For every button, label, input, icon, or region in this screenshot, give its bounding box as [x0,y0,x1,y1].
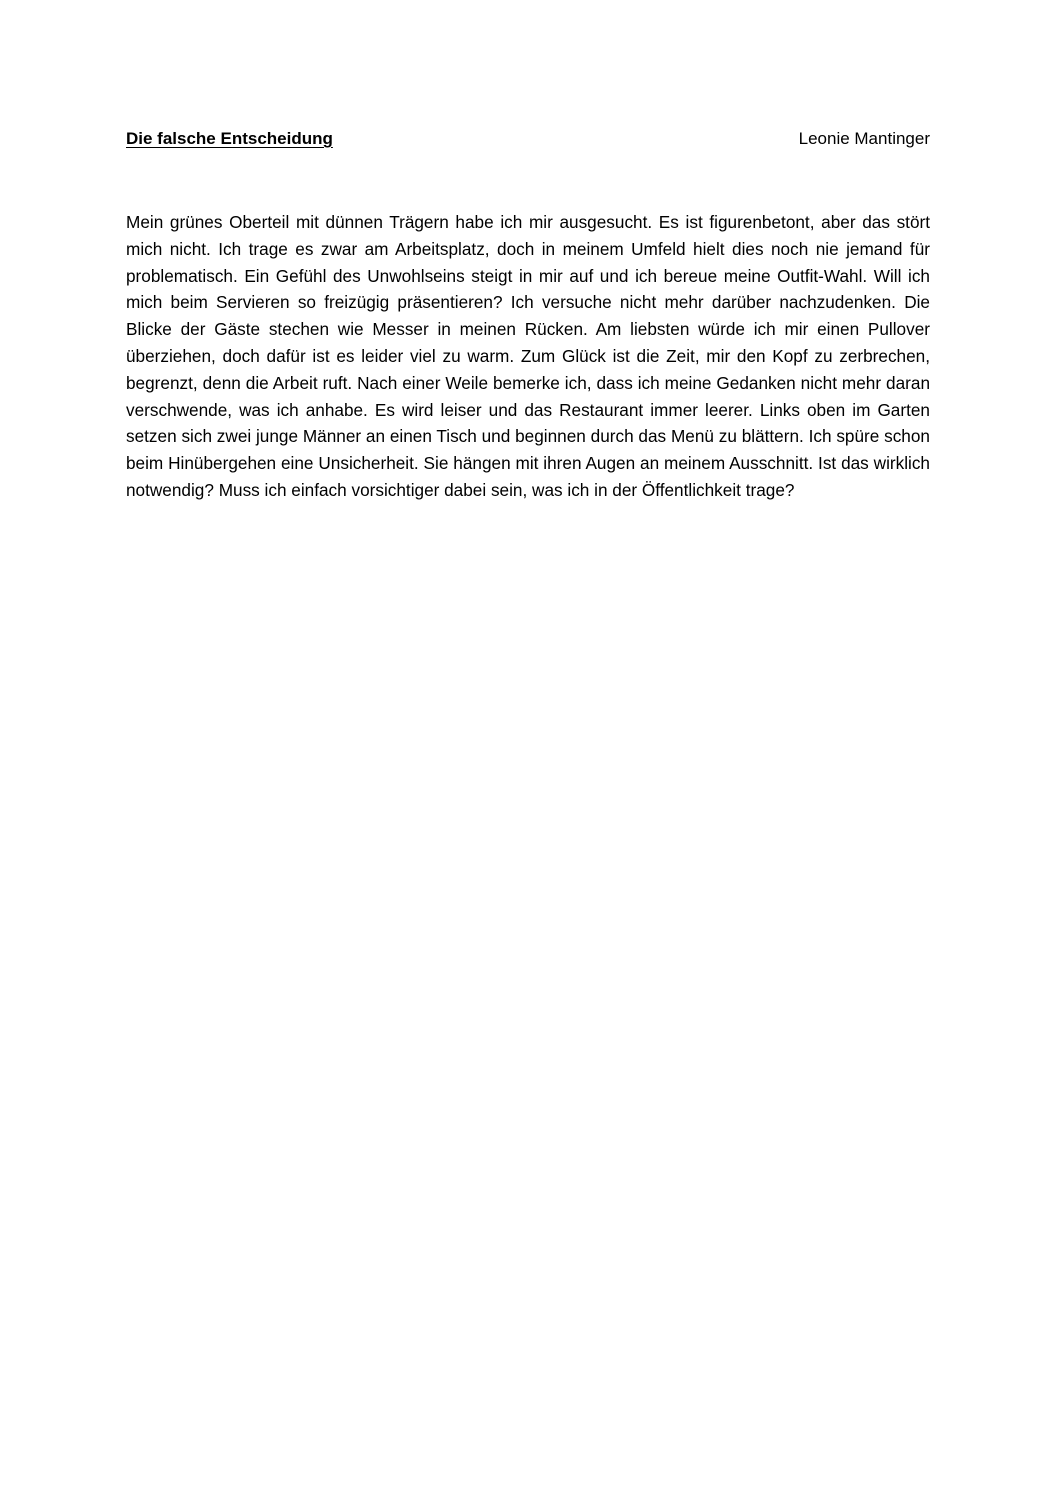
document-header [126,128,930,150]
document-title: Die falsche Entscheidung [126,129,333,148]
document-author: Leonie Mantinger [798,129,930,148]
body-paragraph: Mein grünes Oberteil mit dünnen Trägern habe ich mir ausgesucht. Es ist figurenbetont, aber das stört mich nicht. Ich trage es zwar am Arbeitsplatz, doch in meinem Umfeld hielt dies noch nie jemand für problematisch. Ein Gefühl des Unwohlseins steigt in mir auf und ich bereue meine Outfit-Wahl. Will ich mich beim Servieren so freizügig präsentieren? Ich versuche nicht mehr darüber nachzudenken. Die Blicke der Gäste stechen wie Messer in meinen Rücken. Am liebsten würde ich mir einen Pullover überziehen, doch dafür ist es leider viel zu warm. Zum Glück ist die Zeit, mir den Kopf zu zerbrechen, begrenzt, denn die Arbeit ruft. Nach einer Weile bemerke ich, dass ich meine Gedanken nicht mehr daran verschwende, was ich anhabe. Es wird leiser und das Restaurant immer leerer. Links oben im Garten setzen sich zwei junge Männer an einen Tisch und beginnen durch das Menü zu blättern. Ich spüre schon beim Hinübergehen eine Unsicherheit. Sie hängen mit ihren Augen an meinem Ausschnitt. Ist das wirklich notwendig? Muss ich einfach vorsichtiger dabei sein, was ich in der Öffentlichkeit trage? [126,212,930,500]
